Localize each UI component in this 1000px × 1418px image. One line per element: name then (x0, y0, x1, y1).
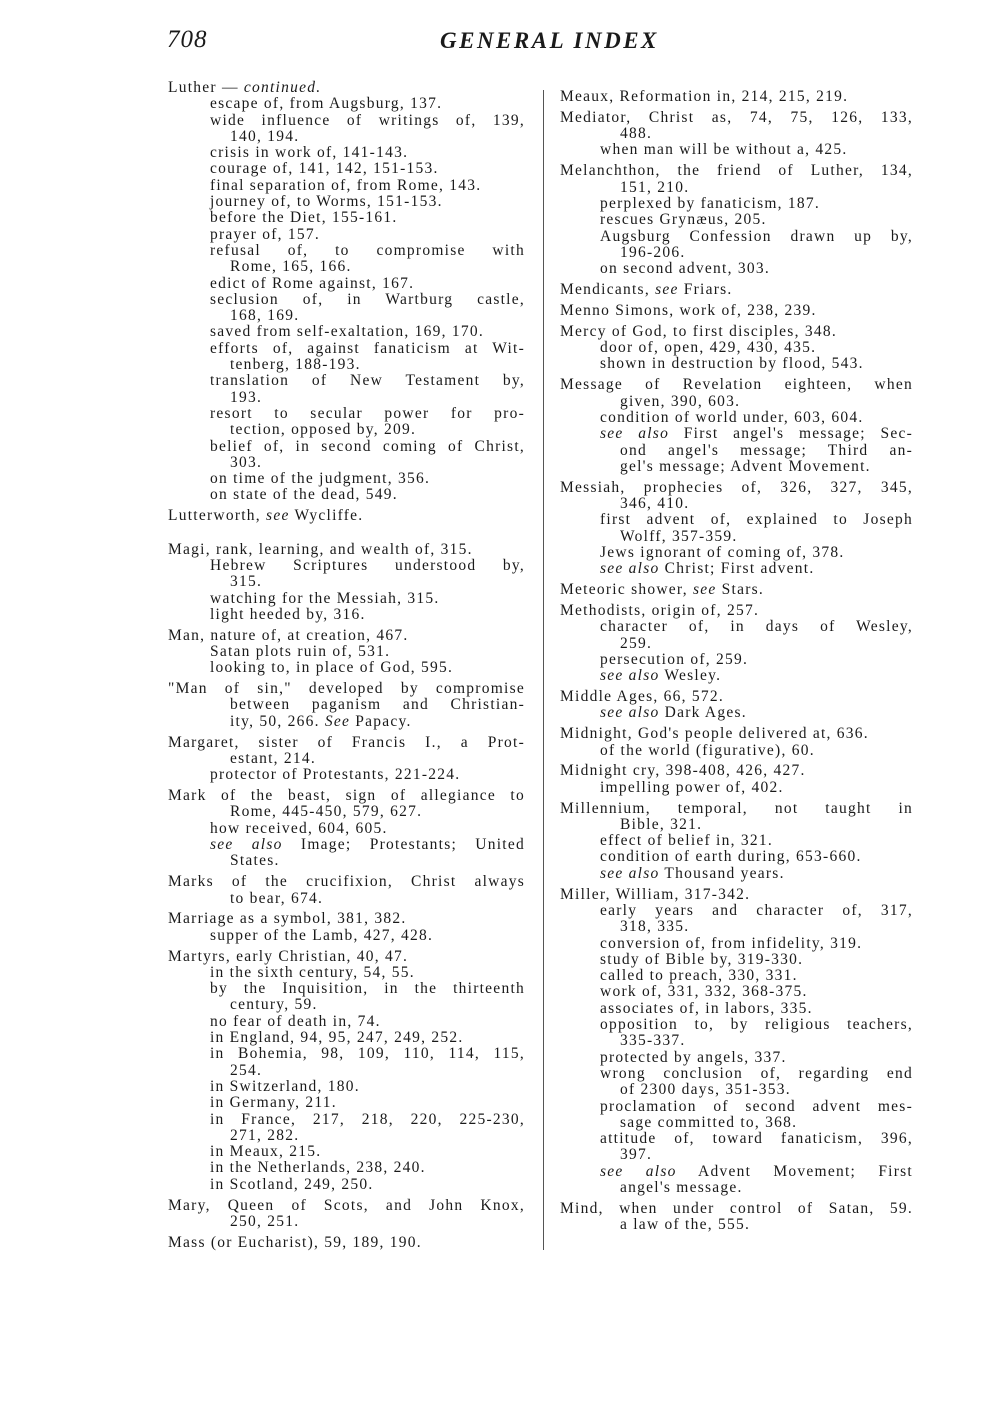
index-text: Wycliffe. (289, 507, 364, 525)
index-entry (560, 726, 913, 759)
index-line-continuation: 303. (230, 453, 263, 471)
index-subentry (560, 142, 913, 158)
index-heading (168, 681, 525, 730)
index-subentry (560, 780, 913, 796)
index-heading (560, 726, 913, 742)
index-line: protector of Protestants, 221-224. (210, 766, 461, 784)
index-subentry (560, 229, 913, 262)
index-line: called to preach, 330, 331. (600, 967, 798, 985)
index-subentry (560, 1017, 913, 1050)
index-text: Meteoric shower, (560, 581, 693, 599)
index-entry (168, 681, 525, 730)
index-entry (560, 89, 913, 105)
index-heading (560, 89, 913, 105)
index-subentry (560, 952, 913, 968)
index-entry (168, 949, 525, 1193)
index-line (168, 80, 525, 96)
index-line-continuation: States. (230, 852, 280, 870)
index-line: in the sixth century, 54, 55. (210, 963, 415, 981)
index-subentry (560, 1050, 913, 1066)
index-entry (168, 874, 525, 907)
index-subentry (560, 1131, 913, 1164)
index-line: work of, 331, 332, 368-375. (600, 983, 808, 1001)
index-line: in France, 217, 218, 220, 225-230, (210, 1110, 525, 1128)
index-line: in Scotland, 249, 250. (210, 1175, 374, 1193)
index-text: ity, 50, 266. (230, 712, 325, 730)
index-heading (560, 1201, 913, 1234)
index-line-continuation: Rome, 445-450, 579, 627. (230, 803, 423, 821)
cross-reference-label: see also (210, 836, 283, 854)
cross-reference-label: see also (600, 425, 670, 443)
index-subentry (560, 545, 913, 561)
cross-reference-label: see (655, 281, 679, 299)
index-line (560, 282, 913, 298)
index-line: courage of, 141, 142, 151-153. (210, 160, 439, 178)
index-line-continuation: of 2300 days, 351-353. (620, 1081, 791, 1099)
index-line-continuation: 193. (230, 388, 263, 406)
index-line: Jews ignorant of coming of, 378. (600, 543, 845, 561)
index-line: Melanchthon, the friend of Luther, 134, (560, 162, 913, 180)
index-line-continuation: 250, 251. (230, 1212, 300, 1230)
index-subentry (168, 471, 525, 487)
cross-reference-label: see also (600, 864, 660, 882)
index-subentry (560, 866, 913, 882)
index-line: wrong conclusion of, regarding end (600, 1064, 913, 1082)
index-subentry (168, 837, 525, 870)
index-subentry (168, 767, 525, 783)
index-text: Dark Ages. (659, 704, 747, 722)
index-text: Lutterworth, (168, 507, 267, 525)
index-line: when man will be without a, 425. (600, 141, 848, 159)
index-subentry (560, 619, 913, 652)
index-text: Luther — (168, 79, 244, 96)
index-heading (168, 788, 525, 821)
index-line: in Meaux, 215. (210, 1143, 322, 1161)
index-heading (560, 801, 913, 834)
index-line: Mediator, Christ as, 74, 75, 126, 133, (560, 108, 913, 126)
index-heading (168, 628, 525, 644)
index-subentry (168, 1177, 525, 1193)
index-line: proclamation of second advent mes- (600, 1097, 913, 1115)
index-line: in Bohemia, 98, 109, 110, 114, 115, (210, 1045, 525, 1063)
index-subentry (560, 1164, 913, 1197)
index-line-continuation: sage committed to, 368. (620, 1113, 798, 1131)
index-line: watching for the Messiah, 315. (210, 589, 440, 607)
index-subentry (560, 410, 913, 426)
index-subentry (560, 212, 913, 228)
index-line: in Germany, 211. (210, 1094, 337, 1112)
index-line-continuation: 271, 282. (230, 1126, 300, 1144)
index-line-continuation: 196-206. (620, 243, 686, 261)
index-line: by the Inquisition, in the thirteenth (210, 980, 525, 998)
index-subentry (168, 607, 525, 623)
index-line: looking to, in place of God, 595. (210, 659, 454, 677)
index-line: Marks of the crucifixion, Christ always (168, 873, 525, 891)
index-subentry (168, 591, 525, 607)
index-entry (560, 603, 913, 684)
index-subentry (168, 341, 525, 374)
index-line-continuation: tection, opposed by, 209. (230, 421, 417, 439)
index-line (560, 582, 913, 598)
index-line-continuation: 318, 335. (620, 918, 690, 936)
index-subentry (560, 561, 913, 577)
index-line: perplexed by fanaticism, 187. (600, 194, 821, 212)
index-entry (560, 763, 913, 796)
index-line (560, 1164, 913, 1180)
index-line: condition of world under, 603, 604. (600, 408, 864, 426)
index-subentry (168, 243, 525, 276)
column-divider (543, 90, 544, 1250)
index-line: Satan plots ruin of, 531. (210, 642, 391, 660)
index-line: before the Diet, 155-161. (210, 209, 398, 227)
index-heading (560, 377, 913, 410)
index-subentry (168, 981, 525, 1014)
index-subentry (560, 356, 913, 372)
index-subentry (168, 660, 525, 676)
index-heading (168, 508, 525, 524)
index-line: rescues Grynæus, 205. (600, 211, 767, 229)
index-line-continuation: 397. (620, 1146, 653, 1164)
index-subentry (560, 936, 913, 952)
index-heading (560, 763, 913, 779)
index-heading (168, 874, 525, 907)
index-subentry (168, 194, 525, 210)
index-line: wide influence of writings of, 139, (210, 111, 525, 129)
index-heading (560, 689, 913, 705)
index-subentry (168, 1095, 525, 1111)
index-entry (560, 110, 913, 159)
index-entry (168, 911, 525, 944)
index-line: Messiah, prophecies of, 326, 327, 345, (560, 478, 913, 496)
index-line (560, 561, 913, 577)
index-line: efforts of, against fanaticism at Wit- (210, 339, 525, 357)
index-subentry (560, 849, 913, 865)
index-entry (560, 689, 913, 722)
index-line: condition of earth during, 653-660. (600, 848, 862, 866)
index-text: Stars. (716, 581, 765, 599)
index-subentry (560, 261, 913, 277)
index-line (560, 705, 913, 721)
index-subentry (168, 227, 525, 243)
index-heading (560, 480, 913, 513)
index-subentry (168, 644, 525, 660)
index-subentry (168, 406, 525, 439)
index-line: Hebrew Scriptures understood by, (210, 556, 525, 574)
index-line: Menno Simons, work of, 238, 239. (560, 301, 817, 319)
index-subentry (560, 668, 913, 684)
index-subentry (560, 196, 913, 212)
index-line-continuation: 315. (230, 573, 263, 591)
cross-reference-label: see also (600, 560, 660, 578)
index-line: Meaux, Reformation in, 214, 215, 219. (560, 88, 849, 105)
index-text: Papacy. (350, 712, 412, 730)
index-line: Mark of the beast, sign of allegiance to (168, 787, 525, 805)
index-entry (560, 282, 913, 298)
index-text: Advent Movement; First (676, 1162, 913, 1180)
index-subentry (168, 487, 525, 503)
index-heading (168, 1235, 525, 1251)
index-line: resort to secular power for pro- (210, 404, 525, 422)
index-subentry (560, 984, 913, 1000)
index-line: in the Netherlands, 238, 240. (210, 1159, 426, 1177)
index-heading (560, 603, 913, 619)
index-entry (168, 542, 525, 623)
index-line: effect of belief in, 321. (600, 832, 773, 850)
index-line-continuation (168, 714, 525, 730)
index-heading (168, 80, 525, 96)
index-entry (560, 377, 913, 475)
index-entry (168, 788, 525, 869)
index-subentry (168, 439, 525, 472)
index-line: Mercy of God, to first disciples, 348. (560, 322, 837, 340)
index-line: supper of the Lamb, 427, 428. (210, 926, 434, 944)
index-subentry (168, 178, 525, 194)
index-line: saved from self-exaltation, 169, 170. (210, 323, 484, 341)
index-line: on state of the dead, 549. (210, 486, 398, 504)
index-line: persecution of, 259. (600, 650, 749, 668)
index-line: study of Bible by, 319-330. (600, 950, 804, 968)
index-line (560, 426, 913, 442)
index-line: how received, 604, 605. (210, 819, 388, 837)
index-heading (560, 110, 913, 143)
index-line: character of, in days of Wesley, (600, 618, 913, 636)
index-line-continuation: 140, 194. (230, 127, 300, 145)
index-line-continuation: Wolff, 357-359. (620, 527, 738, 545)
index-line: belief of, in second coming of Christ, (210, 437, 525, 455)
index-line: Methodists, origin of, 257. (560, 601, 760, 619)
index-subentry (168, 821, 525, 837)
index-entry (168, 628, 525, 677)
index-column-right (560, 89, 913, 1234)
index-line: crisis in work of, 141-143. (210, 144, 409, 162)
index-line (560, 668, 913, 684)
index-subentry (168, 1046, 525, 1079)
cross-reference-label: continued. (243, 79, 322, 96)
index-text: Mendicants, (560, 281, 656, 299)
index-line (560, 866, 913, 882)
index-entry (560, 324, 913, 373)
page-title: GENERAL INDEX (440, 28, 659, 53)
index-line: attitude of, toward fanaticism, 396, (600, 1130, 913, 1148)
index-line-continuation: century, 59. (230, 996, 318, 1014)
index-line: translation of New Testament by, (210, 372, 525, 390)
page-number: 708 (167, 26, 208, 53)
index-subentry (560, 743, 913, 759)
index-subentry (168, 1014, 525, 1030)
index-text: Christ; First advent. (659, 560, 815, 578)
index-line: seclusion of, in Wartburg castle, (210, 290, 525, 308)
index-subentry (560, 705, 913, 721)
index-line: in England, 94, 95, 247, 249, 252. (210, 1029, 464, 1047)
index-line: Midnight cry, 398-408, 426, 427. (560, 762, 806, 780)
index-heading (560, 163, 913, 196)
index-subentry (168, 276, 525, 292)
index-line: on second advent, 303. (600, 260, 770, 278)
index-subentry (168, 373, 525, 406)
index-subentry (168, 210, 525, 226)
index-text: Wesley. (659, 667, 722, 685)
index-subentry (168, 1112, 525, 1145)
index-subentry (168, 292, 525, 325)
index-entry (560, 801, 913, 882)
index-line: final separation of, from Rome, 143. (210, 176, 482, 194)
index-entry (168, 1198, 525, 1231)
index-line-continuation: 254. (230, 1061, 263, 1079)
index-subentry (168, 145, 525, 161)
index-line-continuation: 168, 169. (230, 307, 300, 325)
index-heading (168, 735, 525, 768)
cross-reference-label: see also (600, 667, 660, 685)
cross-reference-label: see also (600, 1162, 677, 1180)
index-line: Midnight, God's people delivered at, 636. (560, 725, 869, 743)
index-line-continuation: 259. (620, 634, 653, 652)
index-line: first advent of, explained to Joseph (600, 511, 913, 529)
index-line-continuation: 335-337. (620, 1032, 686, 1050)
index-subentry (168, 96, 525, 112)
index-subentry (560, 512, 913, 545)
index-entry (168, 80, 525, 504)
index-subentry (560, 1099, 913, 1132)
index-text: Thousand years. (659, 864, 785, 882)
index-line: Magi, rank, learning, and wealth of, 315. (168, 540, 473, 558)
index-heading (168, 542, 525, 558)
index-line: Man, nature of, at creation, 467. (168, 626, 409, 644)
index-line: journey of, to Worms, 151-153. (210, 193, 443, 211)
index-heading (168, 1198, 525, 1231)
index-line-continuation: to bear, 674. (230, 889, 324, 907)
index-line: in Switzerland, 180. (210, 1077, 360, 1095)
index-entry (560, 480, 913, 578)
index-heading (560, 582, 913, 598)
index-line-continuation: angel's message. (620, 1179, 743, 1197)
cross-reference-label: see (266, 507, 290, 525)
index-line: opposition to, by religious teachers, (600, 1016, 913, 1034)
index-line: shown in destruction by flood, 543. (600, 355, 864, 373)
index-subentry (560, 652, 913, 668)
index-line: associates of, in labors, 335. (600, 999, 813, 1017)
index-line: Mary, Queen of Scots, and John Knox, (168, 1196, 525, 1214)
index-line-continuation: given, 390, 603. (620, 392, 741, 410)
index-subentry (168, 113, 525, 146)
index-entry (560, 887, 913, 1197)
index-subentry (560, 426, 913, 475)
index-line-continuation: tenberg, 188-193. (230, 356, 361, 374)
index-column-left (168, 80, 525, 1251)
index-entry (560, 163, 913, 277)
index-line-continuation: estant, 214. (230, 749, 317, 767)
index-subentry (168, 1079, 525, 1095)
index-line-continuation: 488. (620, 125, 653, 143)
index-line: refusal of, to compromise with (210, 241, 525, 259)
index-line: conversion of, from infidelity, 319. (600, 934, 863, 952)
index-line-continuation: gel's message; Advent Movement. (620, 457, 871, 475)
index-line: Augsburg Confession drawn up by, (600, 227, 913, 245)
index-line-continuation: ond angel's message; Third an- (620, 441, 913, 459)
index-line: of the world (figurative), 60. (600, 741, 815, 759)
index-entry (560, 582, 913, 598)
index-line (168, 508, 525, 524)
index-line: prayer of, 157. (210, 225, 320, 243)
index-entry (560, 1201, 913, 1234)
index-line (168, 837, 525, 853)
index-line: light heeded by, 316. (210, 605, 366, 623)
index-line: Middle Ages, 66, 572. (560, 688, 725, 706)
index-line-continuation: 346, 410. (620, 494, 690, 512)
index-line: edict of Rome against, 167. (210, 274, 415, 292)
index-line: protected by angels, 337. (600, 1048, 787, 1066)
index-line: Miller, William, 317-342. (560, 885, 751, 903)
index-text: First angel's message; Sec- (669, 425, 913, 443)
index-subentry (560, 903, 913, 936)
index-entry (168, 735, 525, 784)
index-line: Mind, when under control of Satan, 59. (560, 1199, 913, 1217)
index-line: Mass (or Eucharist), 59, 189, 190. (168, 1233, 422, 1251)
index-heading (560, 303, 913, 319)
index-heading (168, 911, 525, 927)
index-subentry (560, 340, 913, 356)
index-subentry (168, 928, 525, 944)
index-heading (560, 887, 913, 903)
index-heading (560, 324, 913, 340)
index-line: escape of, from Augsburg, 137. (210, 95, 443, 113)
index-line-continuation: a law of the, 555. (620, 1216, 751, 1234)
index-line: Martyrs, early Christian, 40, 47. (168, 947, 409, 965)
index-line: Millennium, temporal, not taught in (560, 799, 913, 817)
index-line: on time of the judgment, 356. (210, 470, 431, 488)
index-line: door of, open, 429, 430, 435. (600, 339, 817, 357)
index-line: no fear of death in, 74. (210, 1012, 381, 1030)
index-subentry (168, 965, 525, 981)
index-line-continuation: Bible, 321. (620, 815, 703, 833)
cross-reference-label: see (692, 581, 717, 599)
index-line: impelling power of, 402. (600, 778, 784, 796)
index-line: Message of Revelation eighteen, when (560, 376, 913, 394)
index-entry (168, 1235, 525, 1251)
index-subentry (560, 1001, 913, 1017)
index-subentry (168, 161, 525, 177)
index-subentry (168, 324, 525, 340)
index-text: Friars. (678, 281, 733, 299)
index-line: "Man of sin," developed by compromise (168, 680, 525, 698)
index-entry (560, 303, 913, 319)
index-subentry (560, 968, 913, 984)
index-heading (168, 949, 525, 965)
index-text: Image; Protestants; United (282, 836, 525, 854)
index-subentry (560, 833, 913, 849)
index-subentry (168, 558, 525, 591)
index-line: Margaret, sister of Francis I., a Prot- (168, 733, 525, 751)
index-subentry (168, 1030, 525, 1046)
index-subentry (168, 1160, 525, 1176)
index-subentry (560, 1066, 913, 1099)
index-subentry (168, 1144, 525, 1160)
index-line-continuation: Rome, 165, 166. (230, 258, 352, 276)
index-line-continuation: between paganism and Christian- (230, 696, 525, 714)
cross-reference-label: see also (600, 704, 660, 722)
index-line: early years and character of, 317, (600, 901, 913, 919)
cross-reference-label: See (324, 712, 351, 730)
index-entry (168, 508, 525, 524)
index-line: Marriage as a symbol, 381, 382. (168, 910, 407, 928)
index-heading (560, 282, 913, 298)
index-line-continuation: 151, 210. (620, 178, 690, 196)
